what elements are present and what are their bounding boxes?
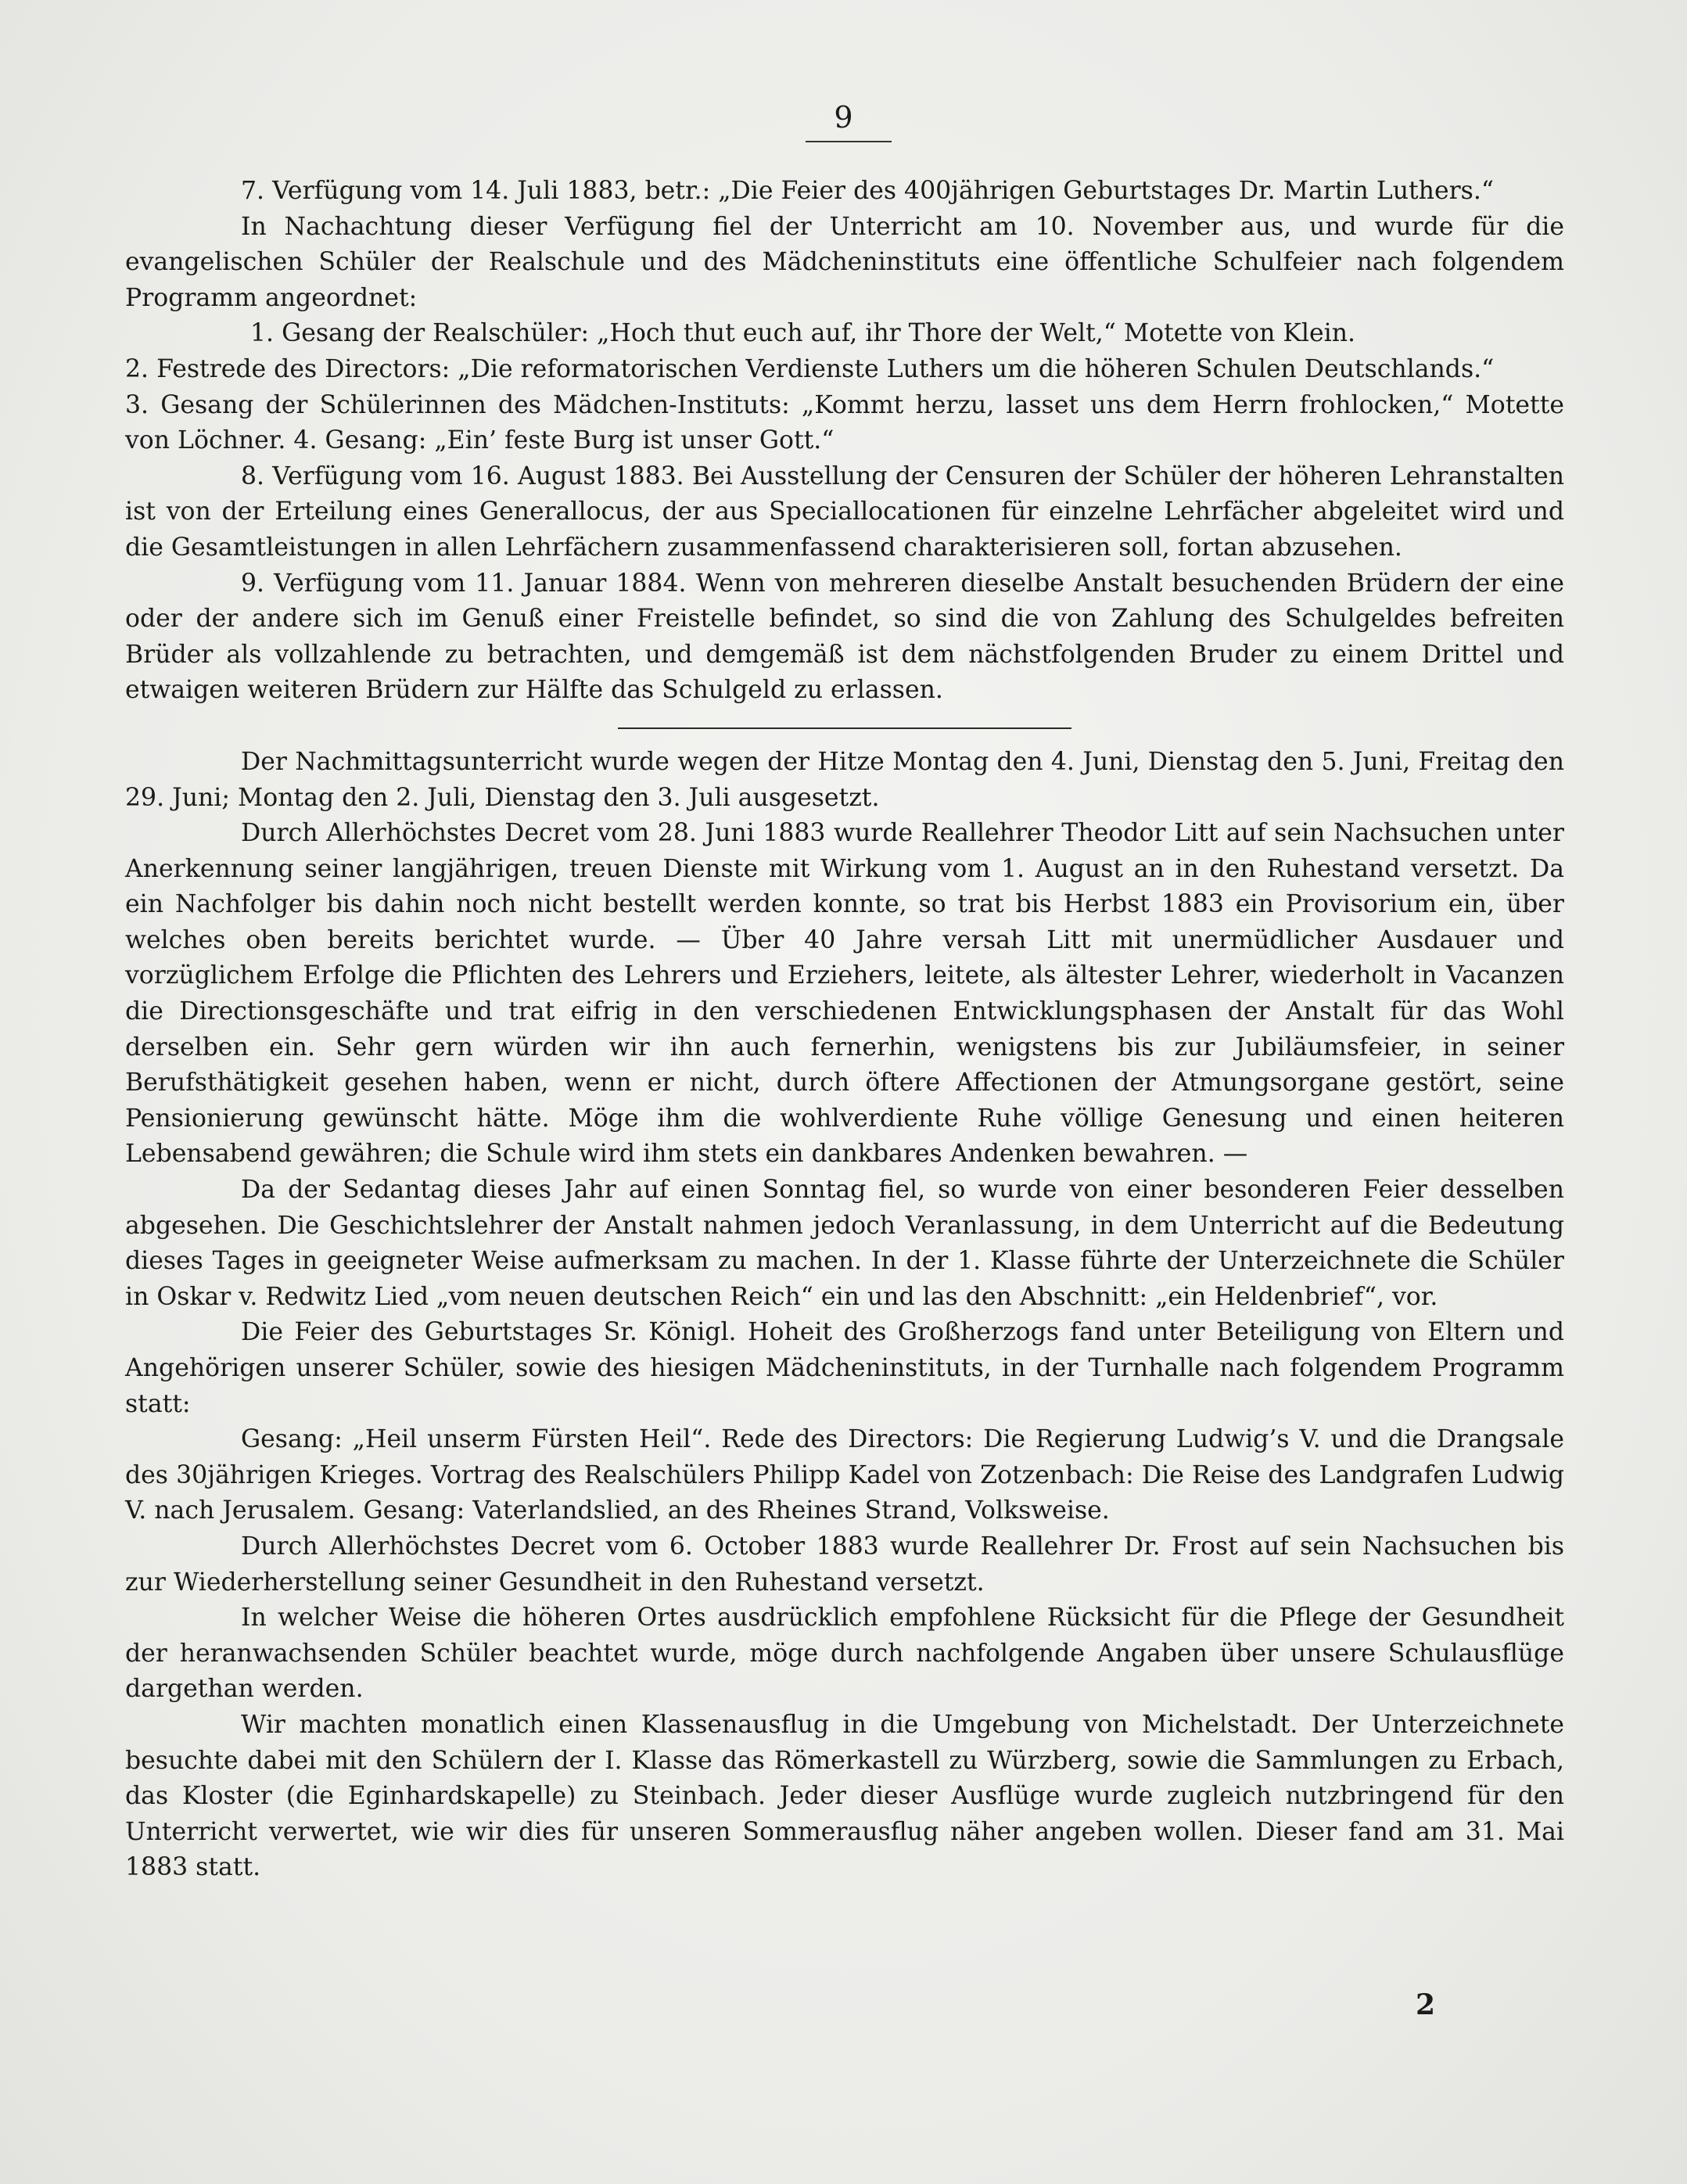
body-text bbox=[125, 174, 1564, 1886]
paragraph-nachmittagsunterricht: Der Nachmittagsunterricht wurde wegen der Hitze Montag den 4. Juni, Dienstag den 5. Juni, Freitag den 29. Juni; Montag den 2. Juli, Dienstag den 3. Juli ausgesetzt. bbox=[125, 747, 1564, 812]
page-number: 9 bbox=[834, 100, 853, 135]
paragraph-frost-ruhestand: Durch Allerhöchstes Decret vom 6. October 1883 wurde Reallehrer Dr. Frost auf sein Nachsuchen bis zur Wiederherstellung seiner Gesundheit in den Ruhestand versetzt. bbox=[125, 1532, 1564, 1597]
signature-mark: 2 bbox=[1416, 1988, 1436, 2021]
paragraph-verfuegung-7-heading: 7. Verfügung vom 14. Juli 1883, betr.: „Die Feier des 400jährigen Geburtstages Dr. Martin Luthers.“ bbox=[241, 177, 1494, 205]
program-item-1: 1. Gesang der Realschüler: „Hoch thut euch auf, ihr Thore der Welt,“ Motette von Klein. bbox=[250, 319, 1356, 348]
paragraph-geburtstagsfeier: Die Feier des Geburtstages Sr. Königl. Hoheit des Großherzogs fand unter Beteiligung von Eltern und Angehörigen unserer Schüler, sowie des hiesigen Mädcheninstituts, in der Turnhalle nach folgendem Programm statt: bbox=[125, 1318, 1564, 1418]
page-number-underline bbox=[806, 141, 892, 142]
section-divider bbox=[618, 727, 1071, 729]
paragraph-festprogramm: Gesang: „Heil unserm Fürsten Heil“. Rede des Directors: Die Regierung Ludwig’s V. und die Drangsale des 30jährigen Krieges. Vortrag des Realschülers Philipp Kadel von Zotzenbach: Die Reise des Landgrafen Ludwig V. nach Jerusalem. Gesang: Vaterlandslied, an des Rheines Strand, Volksweise. bbox=[125, 1425, 1564, 1525]
paragraph-sedantag: Da der Sedantag dieses Jahr auf einen Sonntag fiel, so wurde von einer besonderen Feier desselben abgesehen. Die Geschichtslehrer der Anstalt nahmen jedoch Veranlassung, in dem Unterricht auf die Bedeutung dieses Tages in geeigneter Weise aufmerksam zu machen. In der 1. Klasse führte der Unterzeichnete die Schüler in Oskar v. Redwitz Lied „vom neuen deutschen Reich“ ein und las den Abschnitt: „ein Heldenbrief“, vor. bbox=[125, 1176, 1564, 1311]
program-item-2: 2. Festrede des Directors: „Die reformatorischen Verdienste Luthers um die höheren Schulen Deutschlands.“ bbox=[125, 354, 1495, 383]
program-item-3-4: 3. Gesang der Schülerinnen des Mädchen-Instituts: „Kommt herzu, lasset uns dem Herrn frohlocken,“ Motette von Löchner. 4. Gesang: „Ein’ feste Burg ist unser Gott.“ bbox=[125, 390, 1564, 455]
paragraph-klassenausfluege: Wir machten monatlich einen Klassenausflug in die Umgebung von Michelstadt. Der Unterzeichnete besuchte dabei mit den Schülern der I. Klasse das Römerkastell zu Würzberg, sowie die Sammlungen zu Erbach, das Kloster (die Eginhardskapelle) zu Steinbach. Jeder dieser Ausflüge wurde zugleich nutzbringend für den Unterricht verwertet, wie wir dies für unseren Sommerausflug näher angeben wollen. Dieser fand am 31. Mai 1883 statt. bbox=[125, 1710, 1564, 1882]
paragraph-verfuegung-7-body: In Nachachtung dieser Verfügung fiel der Unterricht am 10. November aus, und wurde für die evangelischen Schüler der Realschule und des Mädcheninstituts eine öffentliche Schulfeier nach folgendem Programm angeordnet: bbox=[125, 212, 1564, 312]
paragraph-verfuegung-8: 8. Verfügung vom 16. August 1883. Bei Ausstellung der Censuren der Schüler der höheren Lehranstalten ist von der Erteilung eines Generallocus, der aus Speciallocationen für einzelne Lehrfächer abgeleitet wird und die Gesamtleistungen in allen Lehrfächern zusammenfassend charakterisieren soll, fortan abzusehen. bbox=[125, 462, 1564, 562]
paragraph-litt-ruhestand: Durch Allerhöchstes Decret vom 28. Juni 1883 wurde Reallehrer Theodor Litt auf sein Nachsuchen unter Anerkennung seiner langjährigen, treuen Dienste mit Wirkung vom 1. August an in den Ruhestand versetzt. Da ein Nachfolger bis dahin noch nicht bestellt werden konnte, so trat bis Herbst 1883 ein Provisorium ein, über welches oben bereits berichtet wurde. — Über 40 Jahre versah Litt mit unermüdlicher Ausdauer und vorzüglichem Erfolge die Pflichten des Lehrers und Erziehers, leitete, als ältester Lehrer, wiederholt in Vacanzen die Directionsgeschäfte und trat eifrig in den verschiedenen Entwicklungsphasen der Anstalt für das Wohl derselben ein. Sehr gern würden wir ihn auch fernerhin, wenigstens bis zur Jubiläumsfeier, in seiner Berufsthätigkeit gesehen haben, wenn er nicht, durch öftere Affectionen der Atmungsorgane gestört, seine Pensionierung gewünscht hätte. Möge ihm die wohlverdiente Ruhe völlige Genesung und einen heiteren Lebensabend gewähren; die Schule wird ihm stets ein dankbares Andenken bewahren. — bbox=[125, 819, 1564, 1169]
paragraph-verfuegung-9: 9. Verfügung vom 11. Januar 1884. Wenn von mehreren dieselbe Anstalt besuchenden Brüdern der eine oder der andere sich im Genuß einer Freistelle befindet, so sind die von Zahlung des Schulgeldes befreiten Brüder als vollzahlende zu betrachten, und demgemäß ist dem nächstfolgenden Bruder zu einem Drittel und etwaigen weiteren Brüdern zur Hälfte das Schulgeld zu erlassen. bbox=[125, 569, 1564, 705]
paragraph-gesundheitspflege: In welcher Weise die höheren Ortes ausdrücklich empfohlene Rücksicht für die Pflege der Gesundheit der heranwachsenden Schüler beachtet wurde, möge durch nachfolgende Angaben über unsere Schulausflüge dargethan werden. bbox=[125, 1604, 1564, 1704]
